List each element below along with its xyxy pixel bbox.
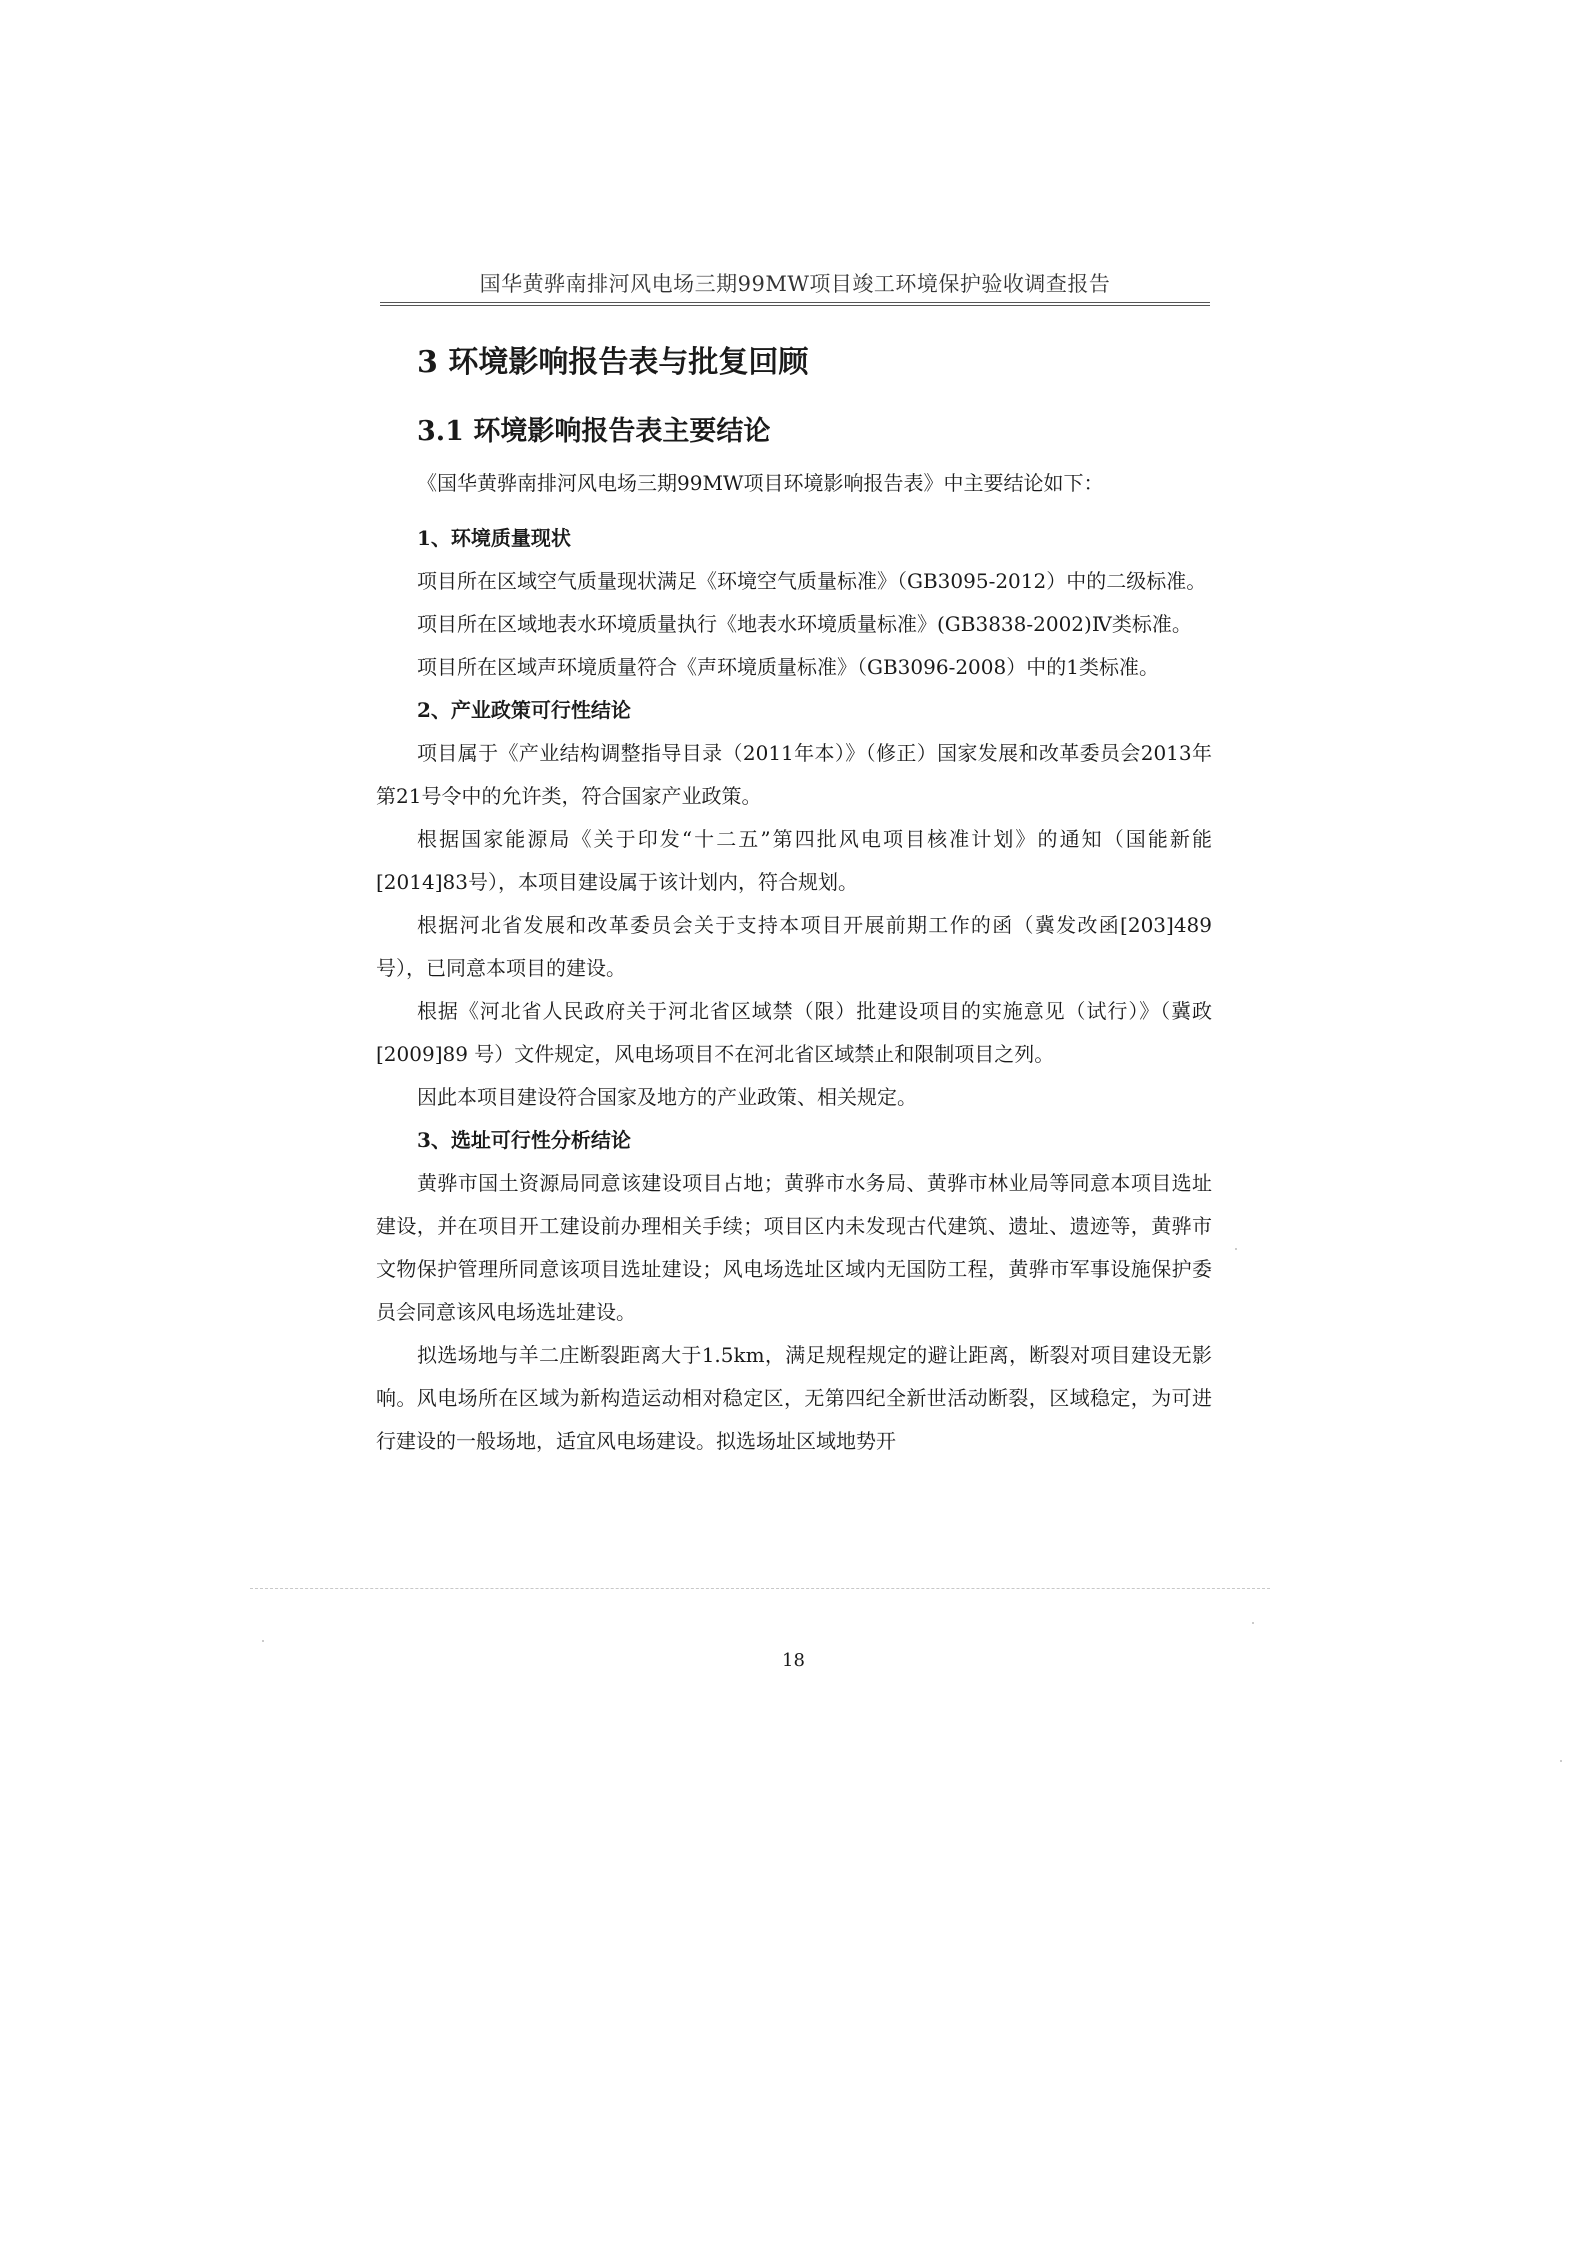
scan-speck bbox=[1235, 1248, 1237, 1250]
subsection-heading: 3.1 环境影响报告表主要结论 bbox=[417, 416, 771, 447]
intro-paragraph: 《国华黄骅南排河风电场三期99MW项目环境影响报告表》中主要结论如下： bbox=[417, 471, 1104, 495]
paragraph: 根据国家能源局《关于印发“十二五”第四批风电项目核准计划》的通知（国能新能[2014]83号），本项目建设属于该计划内，符合规划。 bbox=[376, 827, 1212, 894]
paragraph: 项目所在区域空气质量现状满足《环境空气质量标准》（GB3095-2012）中的二级标准。 bbox=[417, 569, 1207, 593]
scan-artifact-line bbox=[250, 1588, 1270, 1589]
paragraph: 黄骅市国土资源局同意该建设项目占地；黄骅市水务局、黄骅市林业局等同意本项目选址建设，并在项目开工建设前办理相关手续；项目区内未发现古代建筑、遗址、遗迹等，黄骅市文物保护管理所同意该项目选址建设；风电场选址区域内无国防工程，黄骅市军事设施保护委员会同意该风电场选址建设。 bbox=[376, 1171, 1212, 1324]
paragraph: 拟选场地与羊二庄断裂距离大于1.5km，满足规程规定的避让距离，断裂对项目建设无影响。风电场所在区域为新构造运动相对稳定区，无第四纪全新世活动断裂，区域稳定，为可进行建设的一般场地，适宜风电场建设。拟选场址区域地势开 bbox=[376, 1343, 1212, 1453]
scan-speck bbox=[1560, 1760, 1562, 1762]
scan-speck bbox=[1252, 1622, 1254, 1624]
page-number: 18 bbox=[782, 1650, 805, 1671]
paragraph: 根据河北省发展和改革委员会关于支持本项目开展前期工作的函（冀发改函[203]489号），已同意本项目的建设。 bbox=[376, 913, 1212, 980]
paragraph: 项目所在区域声环境质量符合《声环境质量标准》（GB3096-2008）中的1类标准。 bbox=[417, 655, 1159, 679]
item-title: 3、选址可行性分析结论 bbox=[417, 1128, 631, 1152]
paragraph: 项目属于《产业结构调整指导目录（2011年本）》（修正）国家发展和改革委员会2013年第21号令中的允许类，符合国家产业政策。 bbox=[376, 741, 1212, 808]
running-header: 国华黄骅南排河风电场三期99MW项目竣工环境保护验收调查报告 bbox=[479, 272, 1111, 296]
body-text bbox=[376, 330, 1212, 1463]
item-title: 1、环境质量现状 bbox=[417, 526, 571, 550]
paragraph: 项目所在区域地表水环境质量执行《地表水环境质量标准》(GB3838-2002)Ⅳ类标准。 bbox=[417, 612, 1192, 636]
paragraph: 根据《河北省人民政府关于河北省区域禁（限）批建设项目的实施意见（试行）》（冀政[2009]89 号）文件规定，风电场项目不在河北省区域禁止和限制项目之列。 bbox=[376, 999, 1212, 1066]
paragraph: 因此本项目建设符合国家及地方的产业政策、相关规定。 bbox=[417, 1085, 917, 1109]
section-heading: 3 环境影响报告表与批复回顾 bbox=[417, 345, 809, 380]
scan-speck bbox=[262, 1640, 264, 1642]
header-rule bbox=[380, 302, 1210, 306]
item-title: 2、产业政策可行性结论 bbox=[417, 698, 631, 722]
